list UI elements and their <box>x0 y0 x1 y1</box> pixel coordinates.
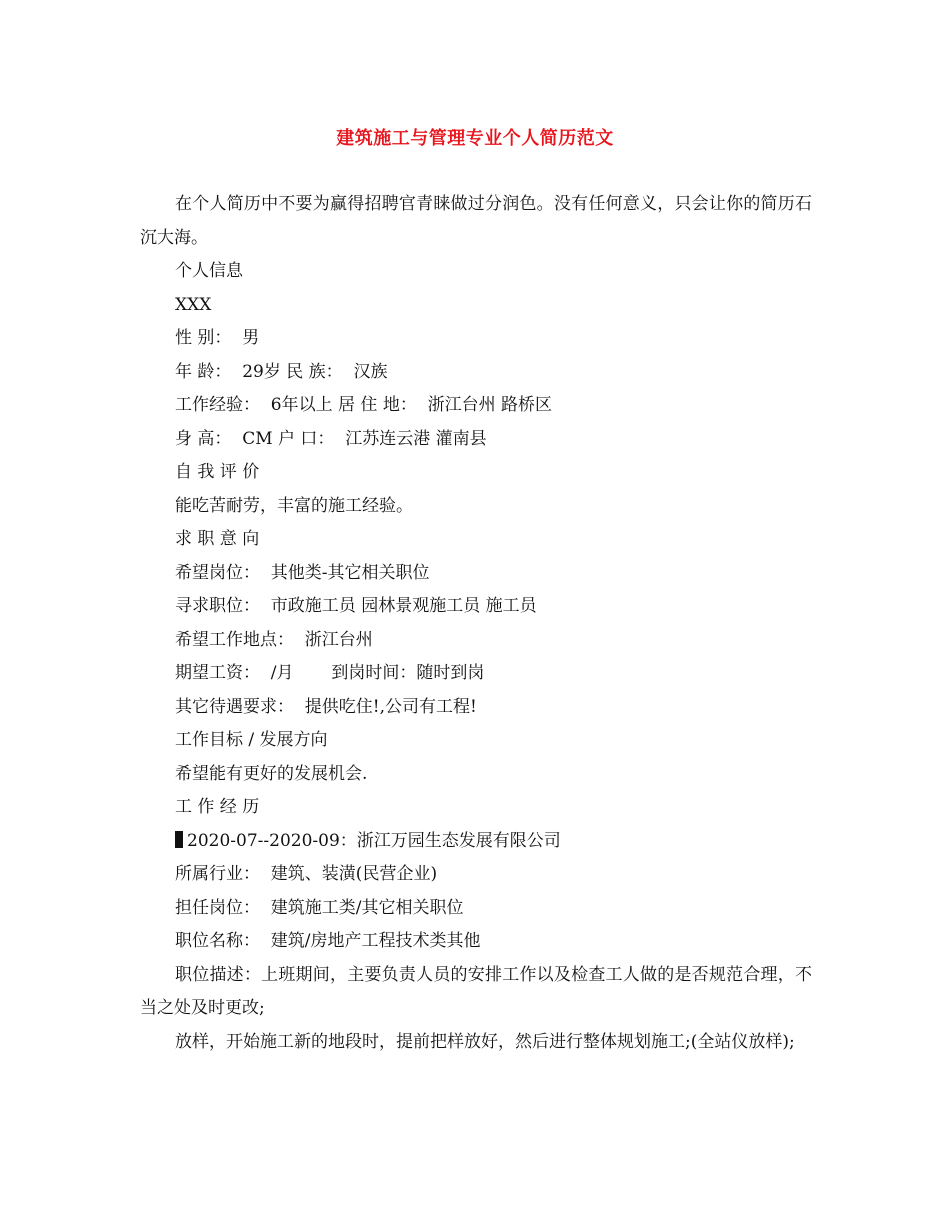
document-title: 建筑施工与管理专业个人简历范文 <box>336 128 614 149</box>
section-heading-self-evaluation: 自 我 评 价 <box>175 462 260 482</box>
height-hukou-line: 身 高： CM 户 口： 江苏连云港 灌南县 <box>175 428 487 449</box>
desired-position-line: 希望岗位： 其他类-其它相关职位 <box>175 562 430 583</box>
job-title-line: 职位名称： 建筑/房地产工程技术类其他 <box>175 931 481 951</box>
job-period-company: 2020-07--2020-09：浙江万园生态发展有限公司 <box>187 830 561 851</box>
self-evaluation-text: 能吃苦耐劳，丰富的施工经验。 <box>175 495 413 516</box>
job-entry-line <box>140 825 812 859</box>
goal-text: 希望能有更好的发展机会. <box>175 763 368 784</box>
desired-location-line: 希望工作地点： 浙江台州 <box>175 629 373 650</box>
sought-positions-line: 寻求职位： 市政施工员 园林景观施工员 施工员 <box>175 596 537 616</box>
section-heading-work-history: 工 作 经 历 <box>175 797 260 817</box>
gender-line: 性 别： 男 <box>175 328 260 348</box>
section-heading-goal: 工作目标 / 发展方向 <box>175 730 328 750</box>
name-line: XXX <box>175 294 212 315</box>
layout-task-paragraph: 放样，开始施工新的地段时，提前把样放好，然后进行整体规划施工;(全站仪放样); <box>175 1031 795 1052</box>
section-heading-job-intent: 求 职 意 向 <box>175 529 260 549</box>
bullet-mark-icon <box>175 831 183 848</box>
role-line: 担任岗位： 建筑施工类/其它相关职位 <box>175 897 464 918</box>
other-requirements-line: 其它待遇要求： 提供吃住!,公司有工程! <box>175 696 477 717</box>
document-body <box>140 188 812 1059</box>
section-heading-personal-info: 个人信息 <box>175 261 243 281</box>
industry-line: 所属行业： 建筑、装潢(民营企业) <box>175 864 438 884</box>
salary-start-line: 期望工资： /月 到岗时间：随时到岗 <box>175 663 485 683</box>
experience-residence-line: 工作经验： 6年以上 居 住 地： 浙江台州 路桥区 <box>175 395 553 415</box>
job-description-paragraph: 职位描述：上班期间，主要负责人员的安排工作以及检查工人做的是否规范合理，不当之处及时更改; <box>140 964 812 1018</box>
intro-paragraph: 在个人简历中不要为赢得招聘官青睐做过分润色。没有任何意义，只会让你的简历石沉大海。 <box>140 194 812 248</box>
age-ethnicity-line: 年 龄： 29岁 民 族： 汉族 <box>175 361 388 382</box>
